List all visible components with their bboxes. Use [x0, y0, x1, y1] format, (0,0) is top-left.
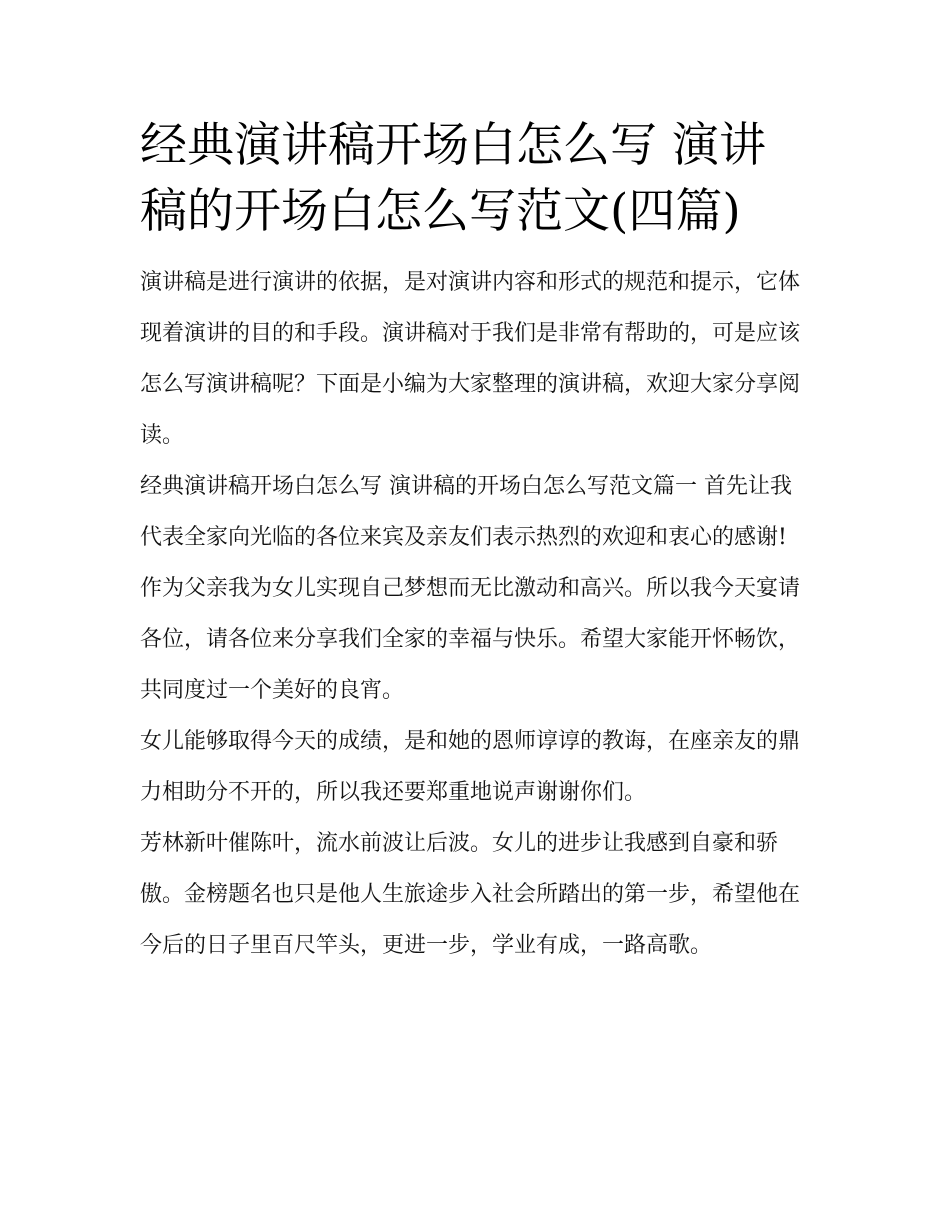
document-content — [140, 113, 812, 971]
paragraph-opening: 经典演讲稿开场白怎么写 演讲稿的开场白怎么写范文篇一 首先让我代表全家向光临的各位来宾及亲友们表示热烈的欢迎和衷心的感谢! — [140, 474, 792, 550]
document-title: 经典演讲稿开场白怎么写 演讲稿的开场白怎么写范文(四篇) — [140, 118, 766, 239]
paragraph-progress: 芳林新叶催陈叶，流水前波让后波。女儿的进步让我感到自豪和骄傲。金榜题名也只是他人生旅途步入社会所踏出的第一步，希望他在今后的日子里百尺竿头，更进一步，学业有成，一路高歌。 — [140, 831, 801, 958]
paragraph-intro: 演讲稿是进行演讲的依据，是对演讲内容和形式的规范和提示，它体现着演讲的目的和手段。演讲稿对于我们是非常有帮助的，可是应该怎么写演讲稿呢？下面是小编为大家整理的演讲稿，欢迎大家分享阅读。 — [140, 270, 801, 448]
paragraph-thanks: 女儿能够取得今天的成绩，是和她的恩师谆谆的教诲，在座亲友的鼎力相助分不开的，所以我还要郑重地说声谢谢你们。 — [140, 729, 801, 805]
paragraph-father: 作为父亲我为女儿实现自己梦想而无比激动和高兴。所以我今天宴请各位，请各位来分享我们全家的幸福与快乐。希望大家能开怀畅饮，共同度过一个美好的良宵。 — [140, 576, 801, 703]
